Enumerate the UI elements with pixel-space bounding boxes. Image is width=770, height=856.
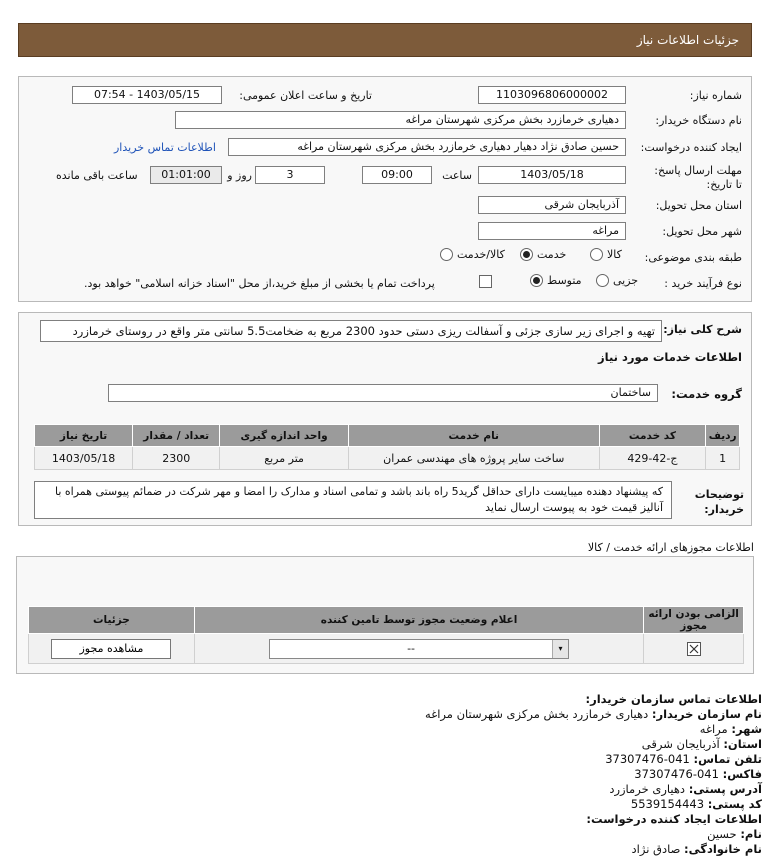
permit-status-select[interactable]: [269, 639, 569, 659]
process-option-label: جزیی: [613, 274, 639, 287]
cell-status: [194, 634, 643, 664]
checkbox-checked-icon[interactable]: [687, 642, 701, 656]
process-option-label: متوسط: [547, 274, 582, 287]
description-field[interactable]: تهیه و اجرای زیر سازی جزئی و آسفالت ریزی دستی حدود 2300 مربع به ضخامت5.5 سانتی متر واقع در روستای خرمازرد: [40, 320, 662, 342]
need-number-field[interactable]: 1103096806000002: [478, 86, 626, 104]
creator-info-value: صادق نژاد: [631, 842, 681, 856]
services-table: [34, 424, 740, 470]
process-option-minor[interactable]: [596, 274, 638, 287]
buyer-notes-field[interactable]: که پیشنهاد دهنده میبایست دارای حداقل گرید5 راه باند باشد و تمامی اسناد و مدارک را امضا و مهر شرکت در ضمائم پیوستی همراه با آنالیز قیمت خود به پیوست ارسال نماید: [34, 481, 672, 519]
process-option-medium[interactable]: [530, 274, 582, 287]
need-info-panel: [18, 76, 752, 302]
days-field[interactable]: 3: [255, 166, 325, 184]
col-date: تاریخ نیاز: [35, 425, 133, 447]
contact-line-value: دهیاری خرمازرد بخش مرکزی شهرستان مراغه: [425, 707, 649, 721]
category-option-label: کالا/خدمت: [457, 248, 505, 261]
announce-label: تاریخ و ساعت اعلان عمومی:: [239, 89, 372, 102]
page-header: [18, 23, 752, 57]
contact-line: [634, 767, 762, 781]
col-details: جزئیات: [29, 607, 195, 634]
category-option-label: کالا: [607, 248, 622, 261]
deadline-label: مهلت ارسال پاسخ: تا تاریخ:: [654, 164, 742, 191]
radio-selected-icon: [530, 274, 543, 287]
category-option-goods-service[interactable]: [440, 248, 505, 261]
contact-line-label: فاکس:: [722, 767, 762, 781]
need-number-label: شماره نیاز:: [689, 89, 742, 102]
contact-line-label: آدرس پستی:: [688, 782, 762, 796]
contact-line-label: کد پستی:: [707, 797, 762, 811]
deadline-time-label: ساعت: [442, 169, 472, 182]
col-required: الزامی بودن ارائه مجوز: [644, 607, 744, 634]
contact-line: [700, 722, 762, 736]
province-label: استان محل تحویل:: [655, 199, 742, 212]
cell-code: ج-42-429: [599, 447, 706, 470]
days-label: روز و: [227, 169, 252, 182]
category-label: طبقه بندی موضوعی:: [644, 251, 742, 264]
radio-icon: [596, 274, 609, 287]
permits-table: [28, 606, 744, 664]
buyer-label: نام دستگاه خریدار:: [655, 114, 742, 127]
creator-info-line: [707, 827, 762, 841]
table-header-row: [29, 607, 744, 634]
cell-required: [644, 634, 744, 664]
view-permit-button[interactable]: مشاهده مجوز: [51, 639, 171, 659]
treasury-payment-note: پرداخت تمام یا بخشی از مبلغ خرید،از محل "اسناد خزانه اسلامی" خواهد بود.: [84, 277, 435, 290]
announce-field[interactable]: 1403/05/15 - 07:54: [72, 86, 222, 104]
cell-date: 1403/05/18: [35, 447, 133, 470]
contact-line: [631, 797, 762, 811]
table-row[interactable]: [35, 447, 740, 470]
creator-info-label: نام خانوادگی:: [684, 842, 762, 856]
contact-line-value: 041-37307476: [634, 767, 719, 781]
col-quantity: تعداد / مقدار: [133, 425, 220, 447]
city-field[interactable]: مراغه: [478, 222, 626, 240]
col-name: نام خدمت: [348, 425, 599, 447]
remaining-time-field[interactable]: 01:01:00: [150, 166, 222, 184]
services-section-title: اطلاعات خدمات مورد نیاز: [598, 350, 742, 364]
cell-details: [29, 634, 195, 664]
process-label: نوع فرآیند خرید :: [664, 277, 742, 290]
contact-title: اطلاعات تماس سازمان خریدار:: [585, 692, 762, 706]
col-row: ردیف: [706, 425, 740, 447]
contact-line: [605, 752, 762, 766]
page-title: جزئیات اطلاعات نیاز: [636, 33, 739, 47]
category-option-service[interactable]: [520, 248, 566, 261]
col-code: کد خدمت: [599, 425, 706, 447]
contact-line-label: نام سازمان خریدار:: [651, 707, 762, 721]
contact-line-value: دهیاری خرمازرد: [609, 782, 686, 796]
radio-icon: [590, 248, 603, 261]
col-unit: واحد اندازه گیری: [220, 425, 349, 447]
service-group-field[interactable]: ساختمان: [108, 384, 658, 402]
cell-name: ساخت سایر پروژه های مهندسی عمران: [348, 447, 599, 470]
description-label: شرح کلی نیاز:: [663, 323, 742, 336]
buyer-contact-link[interactable]: اطلاعات تماس خریدار: [114, 141, 216, 154]
treasury-payment-checkbox[interactable]: [479, 275, 492, 288]
creator-info-line: [632, 842, 762, 856]
contact-line-label: شهر:: [731, 722, 762, 736]
contact-line: [425, 707, 762, 721]
contact-line-label: تلفن تماس:: [693, 752, 762, 766]
contact-line: [609, 782, 762, 796]
permits-section-title: اطلاعات مجوزهای ارائه خدمت / کالا: [587, 541, 754, 554]
creator-field[interactable]: حسین صادق نژاد دهیار دهیاری خرمازرد بخش مرکزی شهرستان مراغه: [228, 138, 626, 156]
contact-line-value: آذربایجان شرقی: [641, 737, 720, 751]
contact-line-value: مراغه: [699, 722, 728, 736]
cell-unit: متر مربع: [220, 447, 349, 470]
cell-row: 1: [706, 447, 740, 470]
radio-icon: [440, 248, 453, 261]
deadline-date-field[interactable]: 1403/05/18: [478, 166, 626, 184]
category-option-goods[interactable]: [590, 248, 622, 261]
creator-label: ایجاد کننده درخواست:: [640, 141, 742, 154]
category-option-label: خدمت: [537, 248, 567, 261]
city-label: شهر محل تحویل:: [662, 225, 742, 238]
permit-status-value: --: [407, 642, 416, 655]
contact-line-value: 041-37307476: [605, 752, 690, 766]
deadline-time-field[interactable]: 09:00: [362, 166, 432, 184]
cell-quantity: 2300: [133, 447, 220, 470]
table-row: [29, 634, 744, 664]
creator-info-value: حسین: [707, 827, 737, 841]
buyer-field[interactable]: دهیاری خرمازرد بخش مرکزی شهرستان مراغه: [175, 111, 626, 129]
contact-line-label: استان:: [723, 737, 762, 751]
province-field[interactable]: آذربایجان شرقی: [478, 196, 626, 214]
remaining-label: ساعت باقی مانده: [56, 169, 138, 182]
radio-selected-icon: [520, 248, 533, 261]
dropdown-arrow-icon: ▾: [552, 640, 568, 658]
contact-line-value: 5539154443: [630, 797, 705, 811]
col-status: اعلام وضعیت مجوز توسط تامین کننده: [194, 607, 643, 634]
service-group-label: گروه خدمت:: [671, 387, 742, 401]
creator-info-label: نام:: [740, 827, 762, 841]
table-header-row: [35, 425, 740, 447]
buyer-notes-label: توضیحات خریدار:: [694, 488, 744, 516]
contact-line: [642, 737, 762, 751]
creator-info-title: اطلاعات ایجاد کننده درخواست:: [586, 812, 762, 826]
